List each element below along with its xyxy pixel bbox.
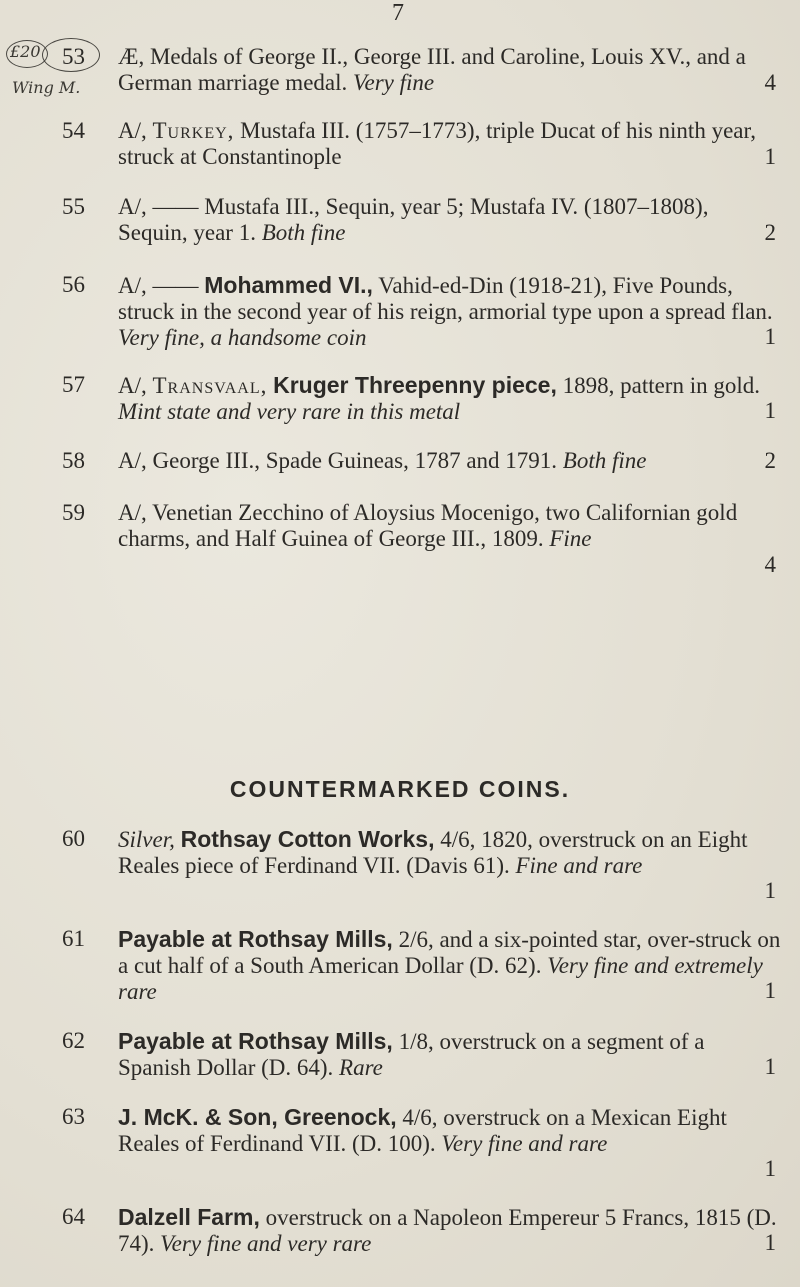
grade: Very fine and very rare	[160, 1231, 372, 1256]
grade: Both fine	[261, 220, 346, 245]
lot-number: 54	[62, 118, 85, 143]
lot-62	[62, 1028, 782, 1080]
description: 2/6, and a six-pointed star, over-struck on a cut half of a South American Dollar (D. 62).	[118, 927, 781, 978]
lot-61	[62, 926, 782, 1004]
metal: A/, ——	[118, 194, 199, 219]
lot-56	[62, 272, 782, 350]
lot-text	[118, 44, 782, 96]
description: Venetian Zecchino of Aloysius Mocenigo, two Californian gold charms, and Half Guinea of George III., 1809.	[118, 500, 738, 551]
lot-number: 60	[62, 826, 85, 851]
grade: Rare	[339, 1055, 383, 1080]
lot-text	[118, 448, 742, 474]
lot-text	[118, 194, 782, 246]
lot-number: 63	[62, 1104, 85, 1129]
annotation-price: £20	[10, 42, 41, 61]
description: overstruck on a Napoleon Empereur 5 Francs, 1815 (D. 74).	[118, 1205, 777, 1256]
lot-label: Mohammed VI.,	[204, 272, 373, 298]
lot-60	[62, 826, 782, 904]
lot-number: 59	[62, 500, 85, 525]
grade: Both fine	[562, 448, 647, 473]
quantity: 1	[764, 1156, 776, 1181]
lot-label: Dalzell Farm,	[118, 1204, 260, 1230]
metal: Silver,	[118, 827, 175, 852]
lot-text	[118, 926, 782, 1005]
lot-label: Transvaal,	[152, 373, 268, 398]
lot-number: 62	[62, 1028, 85, 1053]
lot-text	[118, 372, 782, 425]
description: Mustafa III., Sequin, year 5; Mustafa IV. (1807–1808), Sequin, year 1.	[118, 194, 709, 245]
lot-63	[62, 1104, 782, 1182]
metal: A/, ——	[118, 273, 199, 298]
lot-label: Rothsay Cotton Works,	[180, 826, 435, 852]
description: 4/6, overstruck on a Mexican Eight Reales of Ferdinand VII. (D. 100).	[118, 1105, 727, 1156]
quantity: 1	[764, 398, 776, 423]
metal: A/,	[118, 373, 147, 398]
grade: Very fine and extremely rare	[118, 953, 763, 1004]
lot-59	[62, 500, 782, 578]
grade: Fine and rare	[515, 853, 643, 878]
lot-text	[118, 1204, 782, 1257]
quantity: 1	[764, 324, 776, 349]
quantity: 4	[764, 70, 776, 95]
lot-number: 61	[62, 926, 85, 951]
lot-text	[118, 826, 782, 879]
quantity: 1	[764, 1230, 776, 1255]
quantity: 1	[764, 1054, 776, 1079]
description: Medals of George II., George III. and Caroline, Louis XV., and a German marriage medal.	[118, 44, 746, 95]
description: Mustafa III. (1757–1773), triple Ducat of his ninth year, struck at Constantinople	[118, 118, 756, 169]
lot-number: 53	[62, 44, 85, 69]
lot-text	[118, 118, 782, 170]
lot-label: Turkey,	[152, 118, 235, 143]
grade: Very fine, a handsome coin	[118, 325, 367, 350]
quantity: 1	[764, 144, 776, 169]
description: Vahid-ed-Din (1918-21), Five Pounds, struck in the second year of his reign, armorial type upon a spread flan.	[118, 273, 773, 324]
page-number: 7	[392, 0, 404, 26]
lot-57	[62, 372, 782, 424]
lot-number: 55	[62, 194, 85, 219]
lot-number: 57	[62, 372, 85, 397]
lot-number: 56	[62, 272, 85, 297]
lot-text	[118, 1028, 782, 1081]
lot-label: Payable at Rothsay Mills,	[118, 1028, 393, 1054]
quantity: 1	[764, 978, 776, 1003]
description: 1898, pattern in gold.	[562, 373, 760, 398]
metal: A/,	[118, 118, 147, 143]
grade: Mint state and very rare in this metal	[118, 399, 461, 424]
lot-label: Payable at Rothsay Mills,	[118, 926, 393, 952]
description: 1/8, overstruck on a segment of a Spanish Dollar (D. 64).	[118, 1029, 705, 1080]
lot-55	[62, 194, 782, 246]
section-heading: COUNTERMARKED COINS.	[229, 776, 571, 802]
lot-text	[118, 272, 782, 351]
metal: A/,	[118, 448, 147, 473]
lot-58	[62, 448, 782, 474]
grade: Very fine and rare	[441, 1131, 608, 1156]
description: 4/6, 1820, overstruck on an Eight Reales piece of Ferdinand VII. (Davis 61).	[118, 827, 748, 878]
lot-label: J. McK. & Son, Greenock,	[118, 1104, 397, 1130]
grade: Fine	[549, 526, 592, 551]
lot-number: 64	[62, 1204, 85, 1229]
quantity: 1	[764, 878, 776, 903]
lot-text	[118, 1104, 782, 1157]
lot-label-secondary: Kruger Threepenny piece,	[273, 372, 557, 398]
quantity: 4	[764, 552, 776, 577]
lot-number: 58	[62, 448, 85, 473]
quantity: 2	[764, 220, 776, 245]
description: George III., Spade Guineas, 1787 and 1791.	[152, 448, 558, 473]
lot-text	[118, 500, 782, 552]
lot-64	[62, 1204, 782, 1256]
grade: Very fine	[353, 70, 435, 95]
annotation-initials: Wing M.	[12, 78, 81, 97]
lot-54	[62, 118, 782, 170]
metal: A/,	[118, 500, 147, 525]
metal: Æ,	[118, 44, 145, 69]
lot-53	[62, 44, 782, 96]
quantity: 2	[764, 448, 776, 473]
